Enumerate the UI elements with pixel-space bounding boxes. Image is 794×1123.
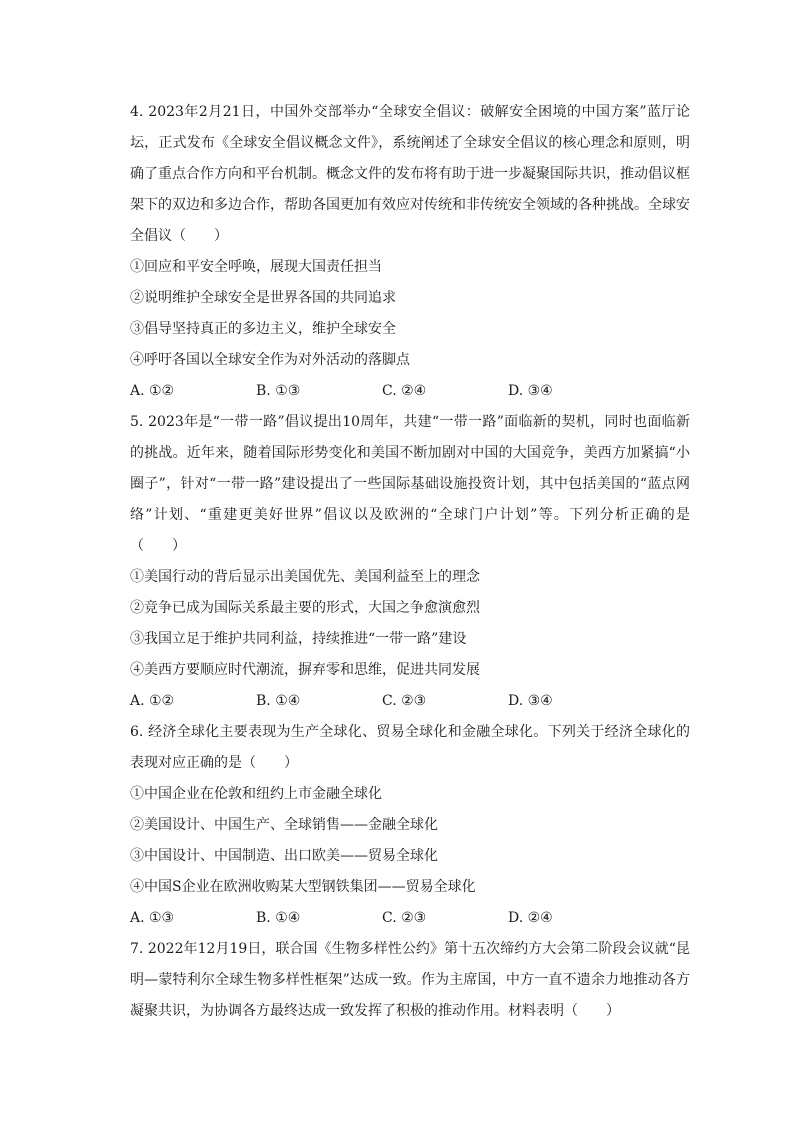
question-stem: 4. 2023年2月21日，中国外交部举办“全球安全倡议：破解安全困境的中国方案”蓝厅论坛，正式发布《全球安全倡议概念文件》，系统阐述了全球安全倡议的核心理念和原则，明确了重点合作方向和平台机制。概念文件的发布将有助于进一步凝聚国际共识，推动倡议框架下的双边和多边合作，帮助各国更加有效应对传统和非传统安全领域的各种挑战。全球安全倡议（ ）	[130, 104, 690, 244]
question-5	[130, 407, 690, 717]
answer-choices	[130, 903, 690, 934]
choice-c: C. ②③	[382, 910, 427, 926]
option-item: ④美西方要顺应时代潮流，摒弃零和思维，促进共同发展	[130, 662, 480, 678]
answer-choices	[130, 686, 690, 717]
option-item: ①回应和平安全呼唤，展现大国责任担当	[130, 259, 382, 275]
option-item: ②美国设计、中国生产、全球销售——金融全球化	[130, 817, 438, 833]
choice-c: C. ②③	[382, 693, 427, 709]
option-item: ③中国设计、中国制造、出口欧美——贸易全球化	[130, 848, 438, 864]
option-item: ③倡导坚持真正的多边主义，维护全球安全	[130, 321, 396, 337]
answer-choices	[130, 376, 690, 407]
question-6	[130, 717, 690, 934]
option-item: ②竞争已成为国际关系最主要的形式，大国之争愈演愈烈	[130, 600, 480, 616]
choice-d: D. ③④	[508, 383, 553, 399]
choice-d: D. ③④	[508, 693, 553, 709]
choice-b: B. ①③	[256, 383, 301, 399]
option-item: ①美国行动的背后显示出美国优先、美国利益至上的理念	[130, 569, 480, 585]
choice-c: C. ②④	[382, 383, 427, 399]
question-7	[130, 934, 690, 1027]
choice-b: B. ①④	[256, 910, 301, 926]
document-page	[130, 97, 690, 1027]
choice-a: A. ①②	[130, 383, 175, 399]
choice-a: A. ①②	[130, 693, 175, 709]
question-4	[130, 97, 690, 407]
choice-a: A. ①③	[130, 910, 175, 926]
option-item: ④中国S企业在欧洲收购某大型钢铁集团——贸易全球化	[130, 879, 476, 895]
question-stem: 5. 2023年是“一带一路”倡议提出10周年，共建“一带一路”面临新的契机，同时也面临新的挑战。近年来，随着国际形势变化和美国不断加剧对中国的大国竞争，美西方加紧搞“小圈子”，针对“一带一路”建设提出了一些国际基础设施投资计划，其中包括美国的“蓝点网络”计划、“重建更美好世界”倡议以及欧洲的“全球门户计划”等。下列分析正确的是（ ）	[130, 414, 690, 554]
option-item: ②说明维护全球安全是世界各国的共同追求	[130, 290, 396, 306]
question-stem: 7. 2022年12月19日，联合国《生物多样性公约》第十五次缔约方大会第二阶段会议就“昆明—蒙特利尔全球生物多样性框架”达成一致。作为主席国，中方一直不遗余力地推动各方凝聚共识，为协调各方最终达成一致发挥了积极的推动作用。材料表明（ ）	[130, 941, 690, 1019]
choice-d: D. ②④	[508, 910, 553, 926]
choice-b: B. ①④	[256, 693, 301, 709]
option-item: ①中国企业在伦敦和纽约上市金融全球化	[130, 786, 382, 802]
option-item: ④呼吁各国以全球安全作为对外活动的落脚点	[130, 352, 410, 368]
option-item: ③我国立足于维护共同利益，持续推进“一带一路”建设	[130, 631, 467, 647]
question-stem: 6. 经济全球化主要表现为生产全球化、贸易全球化和金融全球化。下列关于经济全球化的表现对应正确的是（ ）	[130, 724, 690, 771]
